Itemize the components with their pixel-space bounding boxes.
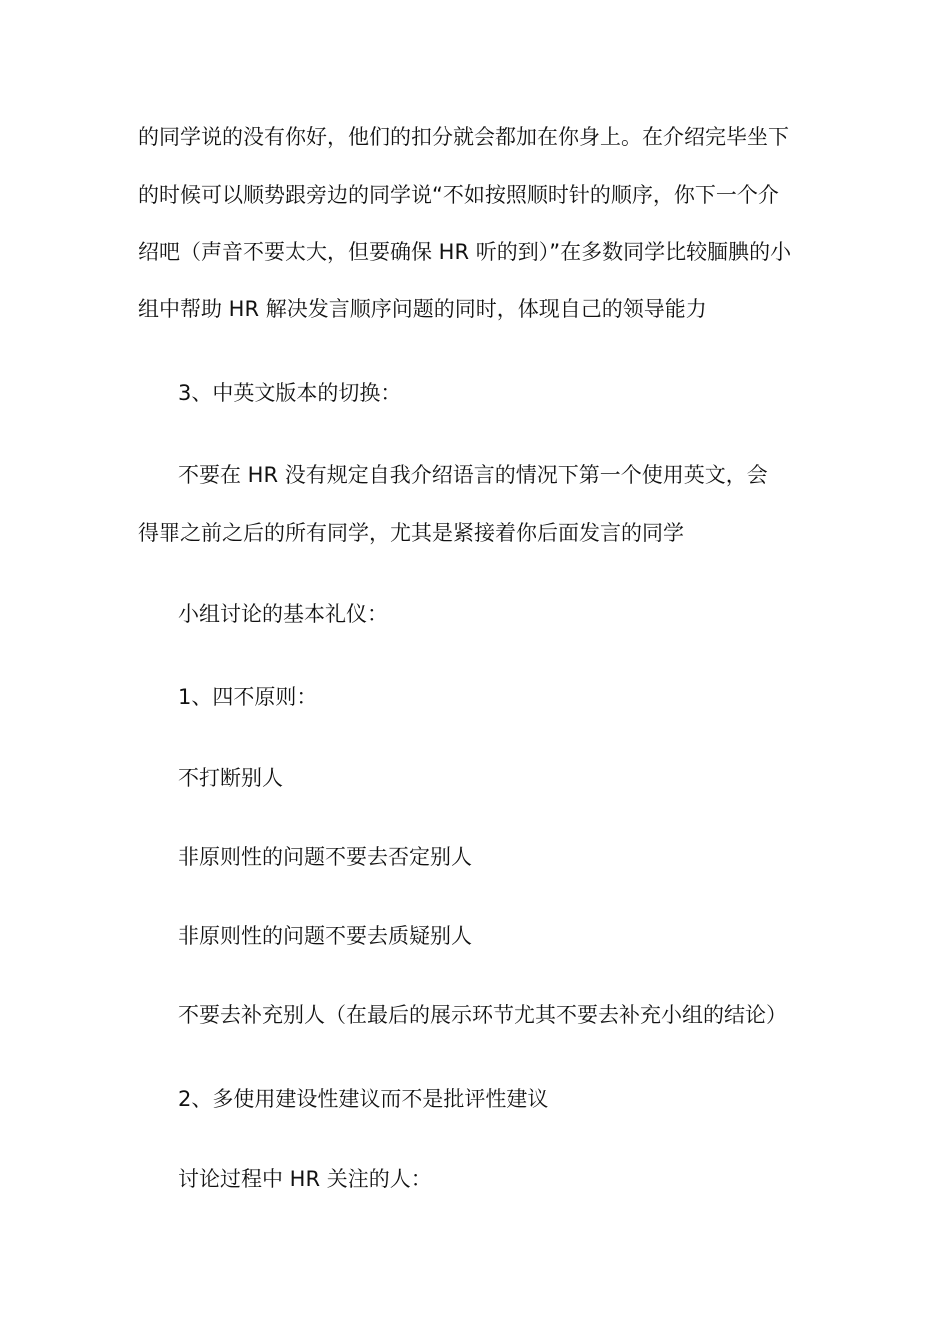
paragraph-line: 组中帮助 HR 解决发言顺序问题的同时，体现自己的领导能力 (138, 297, 707, 321)
section-heading: 2、多使用建设性建议而不是批评性建议 (178, 1087, 549, 1111)
paragraph-line: 的同学说的没有你好，他们的扣分就会都加在你身上。在介绍完毕坐下 (138, 125, 789, 149)
section-heading: 3、中英文版本的切换： (178, 381, 402, 405)
paragraph-line: 绍吧（声音不要太大，但要确保 HR 听的到）”在多数同学比较腼腆的小 (138, 240, 792, 264)
rule-item: 非原则性的问题不要去否定别人 (178, 845, 472, 869)
rule-item: 非原则性的问题不要去质疑别人 (178, 924, 472, 948)
paragraph-line: 不要在 HR 没有规定自我介绍语言的情况下第一个使用英文，会 (178, 463, 768, 487)
section-title: 小组讨论的基本礼仪： (178, 602, 388, 626)
closing-line: 讨论过程中 HR 关注的人： (178, 1167, 432, 1191)
paragraph-line: 的时候可以顺势跟旁边的同学说“不如按照顺时针的顺序，你下一个介 (138, 183, 779, 207)
rule-item: 不要去补充别人（在最后的展示环节尤其不要去补充小组的结论） (178, 1003, 787, 1027)
section-heading: 1、四不原则： (178, 685, 318, 709)
paragraph-line: 得罪之前之后的所有同学，尤其是紧接着你后面发言的同学 (138, 521, 684, 545)
rule-item: 不打断别人 (178, 766, 283, 790)
